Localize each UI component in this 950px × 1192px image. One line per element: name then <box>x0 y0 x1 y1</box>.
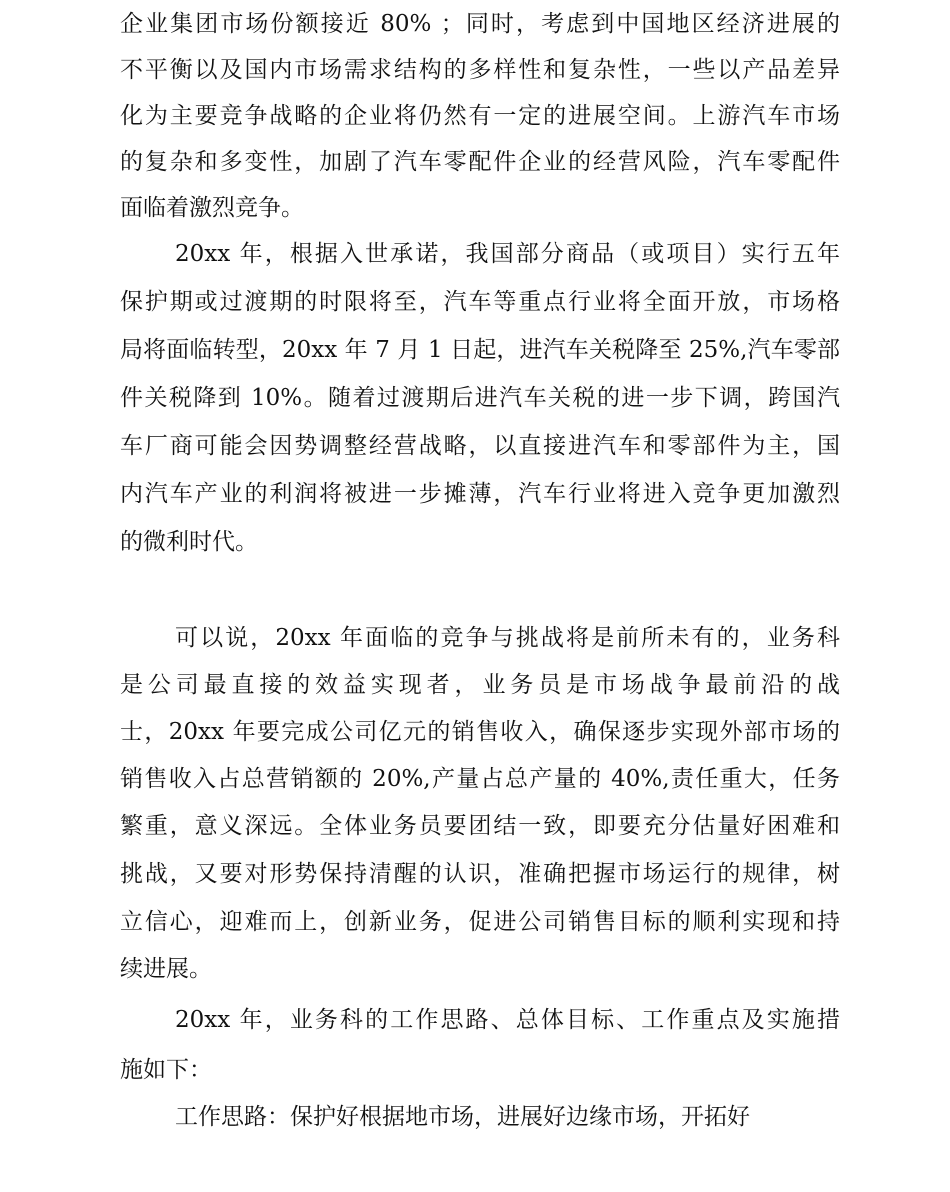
text-line: 车厂商可能会因势调整经营战略，以直接进汽车和零部件为主，国 <box>120 433 840 459</box>
paragraph-first-line: 20xx 年，业务科的工作思路、总体目标、工作重点及实施措 <box>175 1007 840 1033</box>
text-line: 立信心，迎难而上，创新业务，促进公司销售目标的顺利实现和持 <box>120 909 840 935</box>
text-line: 化为主要竞争战略的企业将仍然有一定的进展空间。上游汽车市场 <box>120 103 840 129</box>
text-line: 内汽车产业的利润将被进一步摊薄，汽车行业将进入竞争更加激烈 <box>120 481 840 507</box>
text-line: 局将面临转型，20xx 年 7 月 1 日起，进汽车关税降至 25%,汽车零部 <box>120 337 840 363</box>
text-line: 挑战，又要对形势保持清醒的认识，准确把握市场运行的规律，树 <box>120 861 840 887</box>
paragraph-first-line: 20xx 年，根据入世承诺，我国部分商品（或项目）实行五年 <box>175 241 840 267</box>
text-line: 施如下： <box>120 1057 212 1083</box>
text-line: 面临着激烈竞争。 <box>120 195 304 221</box>
text-line: 不平衡以及国内市场需求结构的多样性和复杂性，一些以产品差异 <box>120 57 840 83</box>
text-line: 企业集团市场份额接近 80% ；同时，考虑到中国地区经济进展的 <box>120 11 840 37</box>
paragraph-first-line: 工作思路：保护好根据地市场，进展好边缘市场，开拓好 <box>175 1104 750 1130</box>
text-line: 是公司最直接的效益实现者，业务员是市场战争最前沿的战 <box>120 672 840 698</box>
text-line: 的微利时代。 <box>120 529 258 555</box>
text-line: 保护期或过渡期的时限将至，汽车等重点行业将全面开放，市场格 <box>120 289 840 315</box>
paragraph-first-line: 可以说，20xx 年面临的竞争与挑战将是前所未有的，业务科 <box>175 625 840 651</box>
text-line: 销售收入占总营销额的 20%,产量占总产量的 40%,责任重大，任务 <box>120 766 840 792</box>
text-line: 续进展。 <box>120 956 212 982</box>
text-line: 的复杂和多变性，加剧了汽车零配件企业的经营风险，汽车零配件 <box>120 149 840 175</box>
text-line: 士，20xx 年要完成公司亿元的销售收入，确保逐步实现外部市场的 <box>120 719 840 745</box>
text-line: 件关税降到 10%。随着过渡期后进汽车关税的进一步下调，跨国汽 <box>120 385 840 411</box>
text-line: 繁重，意义深远。全体业务员要团结一致，即要充分估量好困难和 <box>120 813 840 839</box>
